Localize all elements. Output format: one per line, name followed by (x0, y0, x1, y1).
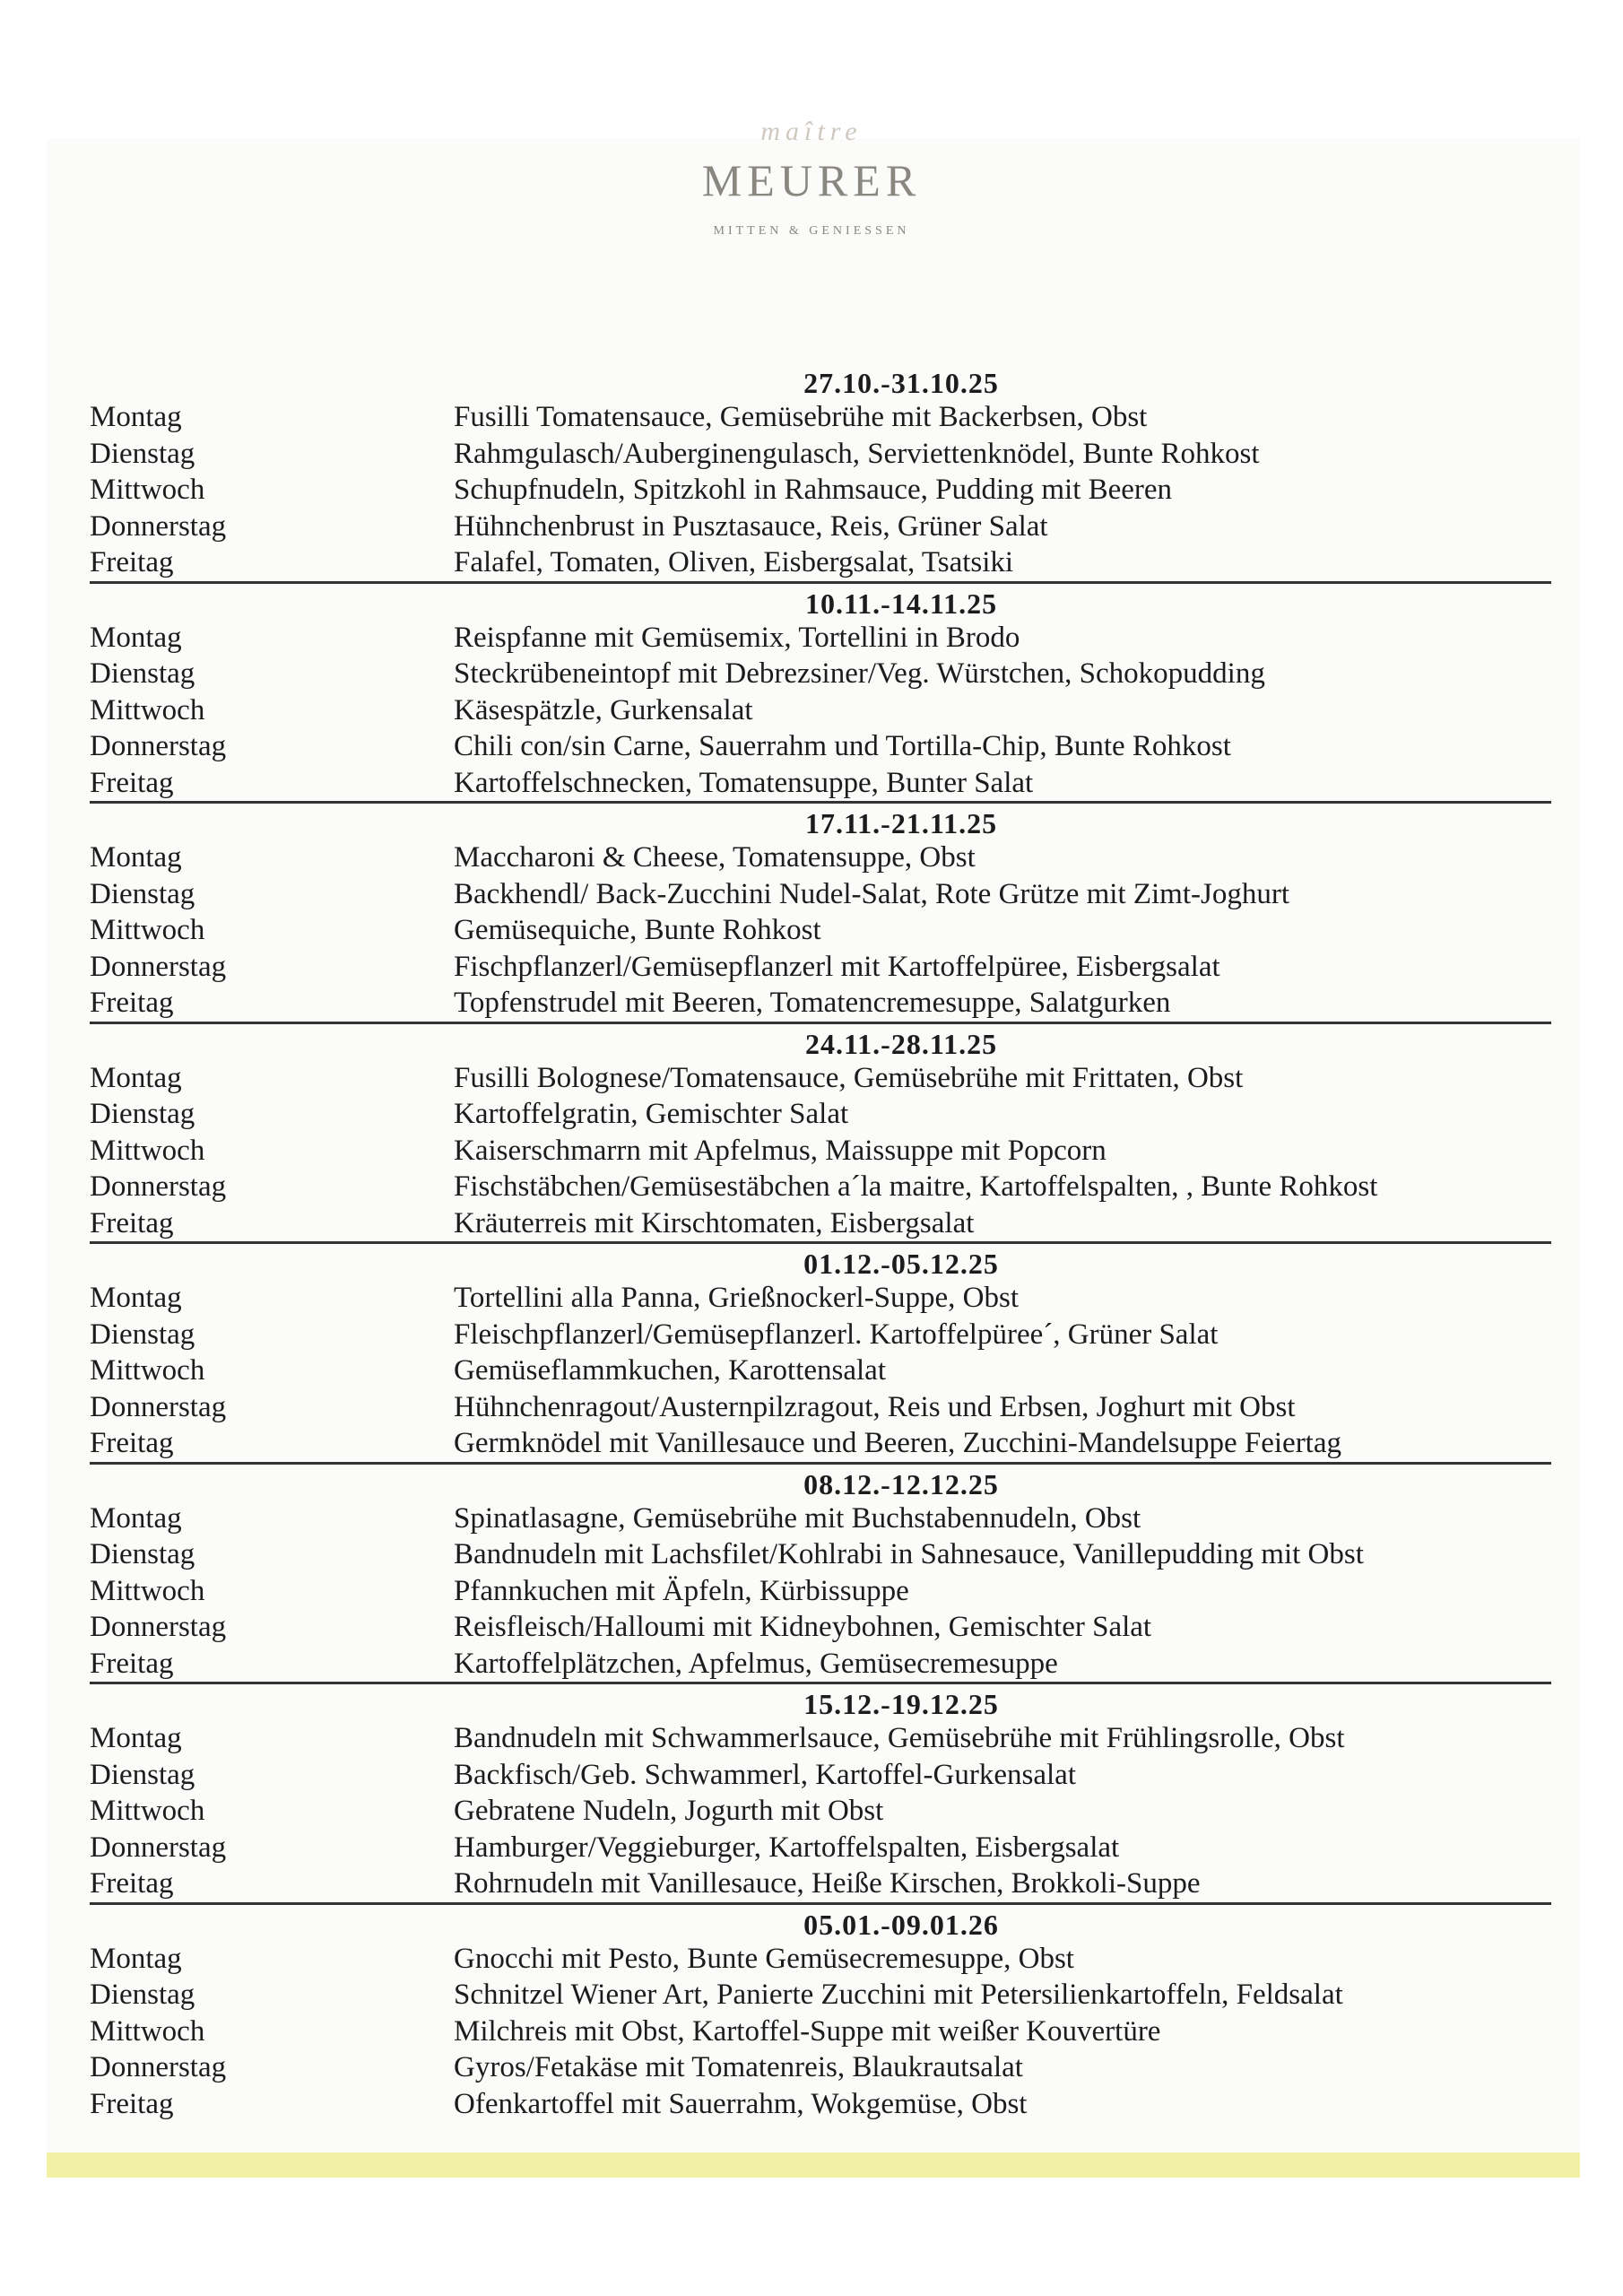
menu-row (90, 876, 1551, 913)
dish-description: Reispfanne mit Gemüsemix, Tortellini in Brodo (454, 621, 1020, 654)
weekday-label: Montag (90, 841, 182, 874)
weekday-label: Montag (90, 1722, 182, 1754)
dish-description: Pfannkuchen mit Äpfeln, Kürbissuppe (454, 1574, 909, 1607)
dish-description: Schnitzel Wiener Art, Panierte Zucchini mit Petersilienkartoffeln, Feldsalat (454, 1979, 1343, 2011)
dish-description: Reisfleisch/Halloumi mit Kidneybohnen, Gemischter Salat (454, 1611, 1152, 1643)
weekday-label: Dienstag (90, 1318, 195, 1351)
weekday-label: Montag (90, 1061, 182, 1094)
menu-row (90, 2013, 1551, 2050)
menu-row (90, 1830, 1551, 1866)
weekday-label: Donnerstag (90, 2051, 227, 2083)
dish-description: Rohrnudeln mit Vanillesauce, Heiße Kirschen, Brokkoli-Suppe (454, 1867, 1201, 1900)
menu-row (90, 728, 1551, 765)
dish-description: Steckrübeneintopf mit Debrezsiner/Veg. Würstchen, Schokopudding (454, 657, 1265, 690)
week-section (90, 363, 1551, 584)
dish-description: Schupfnudeln, Spitzkohl in Rahmsauce, Pudding mit Beeren (454, 474, 1173, 506)
background-strip (47, 2152, 1580, 2178)
dish-description: Fischstäbchen/Gemüsestäbchen a´la maitre, Kartoffelspalten, , Bunte Rohkost (454, 1170, 1378, 1203)
dish-description: Spinatlasagne, Gemüsebrühe mit Buchstabennudeln, Obst (454, 1501, 1141, 1535)
dish-description: Kartoffelplätzchen, Apfelmus, Gemüsecremesuppe (454, 1647, 1058, 1680)
menu-row (90, 436, 1551, 473)
menu-row (90, 839, 1551, 876)
weekday-label: Donnerstag (90, 509, 227, 543)
menu-row (90, 1133, 1551, 1170)
menu-row (90, 692, 1551, 729)
weekday-label: Dienstag (90, 1098, 195, 1130)
dish-description: Kräuterreis mit Kirschtomaten, Eisbergsalat (454, 1206, 975, 1239)
dish-description: Milchreis mit Obst, Kartoffel-Suppe mit weißer Kouvertüre (454, 2014, 1161, 2048)
menu-row (90, 1757, 1551, 1794)
dish-description: Fusilli Tomatensauce, Gemüsebrühe mit Backerbsen, Obst (454, 401, 1148, 433)
menu-row (90, 1389, 1551, 1426)
weekday-label: Dienstag (90, 1979, 195, 2011)
dish-description: Kartoffelschnecken, Tomatensuppe, Bunter Salat (454, 766, 1034, 799)
dish-description: Gemüseflammkuchen, Karottensalat (454, 1354, 886, 1387)
dish-description: Tortellini alla Panna, Grießnockerl-Suppe, Obst (454, 1282, 1020, 1314)
dish-description: Falafel, Tomaten, Oliven, Eisbergsalat, Tsatsiki (454, 546, 1014, 578)
weekday-label: Donnerstag (90, 730, 227, 762)
menu-row (90, 544, 1551, 581)
menu-row (90, 1425, 1551, 1462)
dish-description: Gemüsequiche, Bunte Rohkost (454, 914, 821, 946)
menu-row (90, 2086, 1551, 2123)
dish-description: Käsespätzle, Gurkensalat (454, 693, 753, 726)
menu-row (90, 1352, 1551, 1389)
brand-tagline: MITTEN & GENIESSEN (713, 224, 910, 238)
weekday-label: Donnerstag (90, 950, 227, 983)
menu-row (90, 620, 1551, 657)
dish-description: Hamburger/Veggieburger, Kartoffelspalten, Eisbergsalat (454, 1831, 1120, 1864)
menu-row (90, 1280, 1551, 1317)
weekday-label: Montag (90, 1282, 182, 1314)
week-section (90, 1244, 1551, 1465)
menu-row (90, 509, 1551, 545)
weekday-label: Freitag (90, 1867, 174, 1900)
weekly-menu (90, 363, 1551, 2122)
menu-row (90, 1977, 1551, 2013)
week-section (90, 804, 1551, 1024)
dish-description: Backfisch/Geb. Schwammerl, Kartoffel-Gurkensalat (454, 1758, 1076, 1791)
weekday-label: Freitag (90, 987, 174, 1019)
week-section (90, 1024, 1551, 1245)
menu-row (90, 399, 1551, 436)
week-date-range: 24.11.-28.11.25 (804, 1027, 998, 1060)
weekday-label: Donnerstag (90, 1611, 227, 1643)
menu-row (90, 1866, 1551, 1902)
weekday-label: Dienstag (90, 1538, 195, 1570)
weekday-label: Mittwoch (90, 1795, 205, 1827)
menu-row (90, 1646, 1551, 1683)
weekday-label: Dienstag (90, 657, 195, 690)
weekday-label: Donnerstag (90, 1170, 227, 1203)
menu-row (90, 1536, 1551, 1573)
week-section (90, 584, 1551, 804)
weekday-label: Dienstag (90, 437, 195, 470)
dish-description: Backhendl/ Back-Zucchini Nudel-Salat, Rote Grütze mit Zimt-Joghurt (454, 877, 1290, 910)
menu-row (90, 2049, 1551, 2086)
menu-row (90, 1573, 1551, 1610)
weekday-label: Freitag (90, 1647, 174, 1680)
dish-description: Bandnudeln mit Schwammerlsauce, Gemüsebrühe mit Frühlingsrolle, Obst (454, 1722, 1345, 1754)
dish-description: Maccharoni & Cheese, Tomatensuppe, Obst (454, 841, 976, 874)
dish-description: Chili con/sin Carne, Sauerrahm und Tortilla-Chip, Bunte Rohkost (454, 730, 1231, 762)
menu-row (90, 1317, 1551, 1353)
dish-description: Hühnchenragout/Austernpilzragout, Reis und Erbsen, Joghurt mit Obst (454, 1390, 1296, 1423)
menu-row (90, 472, 1551, 509)
weekday-label: Montag (90, 621, 182, 654)
menu-row (90, 656, 1551, 692)
dish-description: Hühnchenbrust in Pusztasauce, Reis, Grüner Salat (454, 509, 1048, 543)
dish-description: Kaiserschmarrn mit Apfelmus, Maissuppe mit Popcorn (454, 1134, 1107, 1167)
dish-description: Fleischpflanzerl/Gemüsepflanzerl. Kartoffelpüree´, Grüner Salat (454, 1318, 1219, 1351)
weekday-label: Mittwoch (90, 914, 205, 946)
week-date-range: 15.12.-19.12.25 (803, 1688, 999, 1720)
weekday-label: Freitag (90, 1206, 174, 1239)
week-section (90, 1684, 1551, 1905)
weekday-label: Dienstag (90, 877, 195, 910)
menu-row (90, 1793, 1551, 1830)
dish-description: Topfenstrudel mit Beeren, Tomatencremesuppe, Salatgurken (454, 987, 1171, 1019)
menu-row (90, 1500, 1551, 1537)
week-date-range: 01.12.-05.12.25 (803, 1248, 999, 1280)
menu-row (90, 1060, 1551, 1097)
weekday-label: Mittwoch (90, 2014, 205, 2048)
dish-description: Fischpflanzerl/Gemüsepflanzerl mit Kartoffelpüree, Eisbergsalat (454, 950, 1220, 983)
dish-description: Gnocchi mit Pesto, Bunte Gemüsecremesuppe, Obst (454, 1942, 1074, 1975)
dish-description: Bandnudeln mit Lachsfilet/Kohlrabi in Sahnesauce, Vanillepudding mit Obst (454, 1538, 1364, 1570)
weekday-label: Mittwoch (90, 1354, 205, 1387)
dish-description: Gebratene Nudeln, Jogurth mit Obst (454, 1795, 884, 1827)
weekday-label: Montag (90, 1942, 182, 1975)
weekday-label: Montag (90, 401, 182, 433)
dish-description: Ofenkartoffel mit Sauerrahm, Wokgemüse, Obst (454, 2087, 1028, 2120)
weekday-label: Freitag (90, 766, 174, 799)
week-section (90, 1905, 1551, 2123)
menu-row (90, 1096, 1551, 1133)
brand-name: MEURER (701, 155, 922, 205)
dish-description: Fusilli Bolognese/Tomatensauce, Gemüsebrühe mit Frittaten, Obst (454, 1061, 1244, 1094)
weekday-label: Mittwoch (90, 1574, 205, 1607)
weekday-label: Dienstag (90, 1758, 195, 1791)
weekday-label: Mittwoch (90, 474, 205, 506)
menu-row (90, 1205, 1551, 1242)
weekday-label: Montag (90, 1501, 182, 1535)
dish-description: Rahmgulasch/Auberginengulasch, Serviettenknödel, Bunte Rohkost (454, 437, 1260, 470)
menu-row (90, 912, 1551, 949)
weekday-label: Donnerstag (90, 1390, 227, 1423)
dish-description: Gyros/Fetakäse mit Tomatenreis, Blaukrautsalat (454, 2051, 1023, 2083)
dish-description: Germknödel mit Vanillesauce und Beeren, Zucchini-Mandelsuppe Feiertag (454, 1427, 1341, 1459)
logo-script: maître (760, 117, 863, 146)
menu-row (90, 949, 1551, 986)
weekday-label: Freitag (90, 546, 174, 578)
weekday-label: Mittwoch (90, 1134, 205, 1167)
menu-row (90, 1941, 1551, 1978)
menu-row (90, 1169, 1551, 1205)
dish-description: Kartoffelgratin, Gemischter Salat (454, 1098, 849, 1130)
week-date-range: 27.10.-31.10.25 (803, 367, 999, 399)
week-date-range: 17.11.-21.11.25 (804, 807, 998, 839)
menu-row (90, 1609, 1551, 1646)
week-date-range: 05.01.-09.01.26 (803, 1908, 999, 1941)
weekday-label: Donnerstag (90, 1831, 227, 1864)
week-section (90, 1465, 1551, 1685)
menu-row (90, 765, 1551, 802)
weekday-label: Freitag (90, 2087, 174, 2120)
menu-row (90, 1720, 1551, 1757)
week-date-range: 10.11.-14.11.25 (804, 587, 998, 620)
menu-row (90, 985, 1551, 1022)
week-date-range: 08.12.-12.12.25 (803, 1467, 999, 1500)
weekday-label: Mittwoch (90, 693, 205, 726)
weekday-label: Freitag (90, 1427, 174, 1459)
